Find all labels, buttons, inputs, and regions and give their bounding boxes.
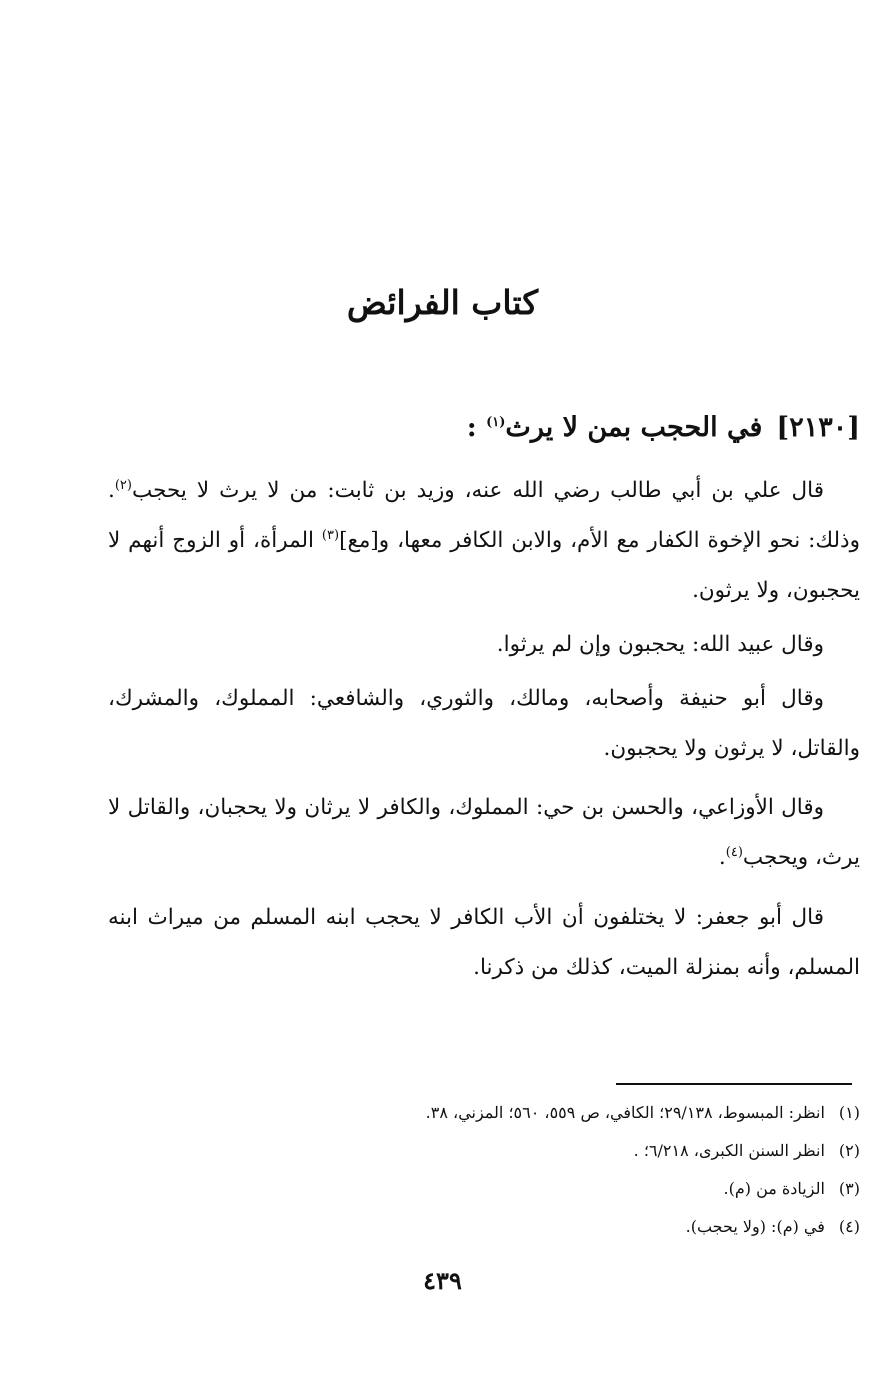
chapter-heading: [90, 412, 860, 443]
footnote-text: الزيادة من (م).: [723, 1179, 825, 1198]
footnote-1: [200, 1094, 860, 1132]
footnote-text: في (م): (ولا يحجب).: [685, 1217, 825, 1236]
footnote-mark: (٤): [838, 1217, 860, 1236]
footnote-text: انظر السنن الكبرى، ٦/٢١٨؛ .: [633, 1141, 825, 1160]
footnote-mark: (٣): [838, 1179, 860, 1198]
footnotes: [200, 1094, 860, 1246]
paragraph-2: وقال عبيد الله: يحجبون وإن لم يرثوا.: [496, 632, 824, 657]
paragraph-1-text-b: . وذلك: نحو الإخوة الكفار مع الأم، والابن الكافر معها، و[مع]: [108, 478, 860, 553]
page-number: ٤٣٩: [423, 1266, 462, 1295]
footnote-4: [200, 1208, 860, 1246]
footnote-ref-3: (٣): [321, 527, 340, 543]
paragraph-4-text-a: وقال الأوزاعي، والحسن بن حي: المملوك، والكافر لا يرثان ولا يحجبان، والقاتل لا يرث، ويحجب: [108, 795, 860, 870]
footnote-ref-4: (٤): [725, 844, 743, 860]
footnote-separator: [616, 1083, 852, 1085]
paragraph-1-text-a: قال علي بن أبي طالب رضي الله عنه، وزيد بن ثابت: من لا يرث لا يحجب: [131, 478, 824, 503]
chapter-number: [٢١٣٠]: [776, 412, 860, 443]
footnote-ref-2: (٢): [114, 477, 132, 493]
chapter-title: في الحجب بمن لا يرث: [505, 412, 763, 443]
chapter-colon: :: [466, 412, 487, 443]
paragraph-3: وقال أبو حنيفة وأصحابه، ومالك، والثوري، والشافعي: المملوك، والمشرك، والقاتل، لا يرثون ولا يحجبون.: [108, 686, 860, 761]
paragraph-4-text-b: .: [718, 845, 726, 870]
paragraph-4: [108, 783, 860, 883]
footnote-ref-1: (١): [486, 415, 506, 430]
footnote-3: [200, 1170, 860, 1208]
footnote-mark: (٢): [838, 1141, 860, 1160]
footnote-text: انظر: المبسوط، ٢٩/١٣٨؛ الكافي، ص ٥٥٩، ٥٦٠؛ المزني، ٣٨.: [425, 1103, 825, 1122]
book-title: كتاب الفرائض: [346, 283, 539, 322]
footnote-2: [200, 1132, 860, 1170]
paragraph-1-text-c: المرأة، أو الزوج أنهم لا يحجبون، ولا يرثون.: [108, 528, 860, 603]
paragraph-5: قال أبو جعفر: لا يختلفون أن الأب الكافر لا يحجب ابنه المسلم من ميراث ابنه المسلم، وأنه بمنزلة الميت، كذلك من ذكرنا.: [108, 905, 860, 980]
footnote-mark: (١): [838, 1103, 860, 1122]
paragraph-1: [108, 466, 860, 616]
